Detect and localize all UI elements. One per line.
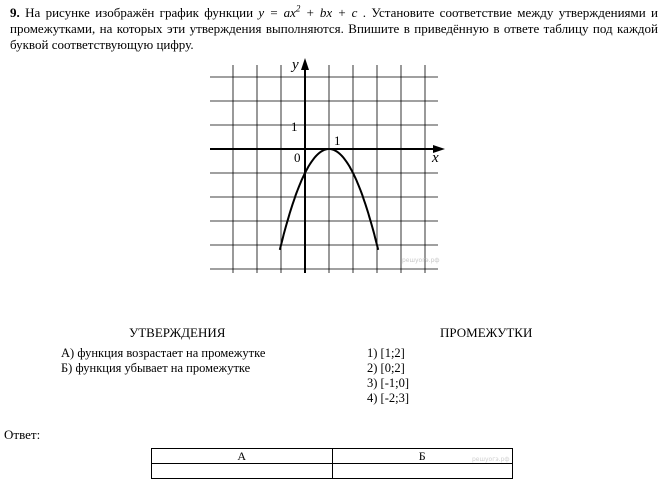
statements-header: УТВЕРЖДЕНИЯ xyxy=(129,325,226,340)
function-formula xyxy=(258,5,357,20)
interval-4: 4) [-2;3] xyxy=(367,391,409,405)
answer-input-row xyxy=(152,464,513,479)
x-unit-label: 1 xyxy=(334,133,341,148)
problem-number: 9. xyxy=(10,5,20,20)
interval-3: 3) [-1;0] xyxy=(367,376,409,390)
origin-label: 0 xyxy=(294,150,301,165)
statement-a: А) функция возрастает на промежутке xyxy=(61,346,266,360)
formula-exponent: 2 xyxy=(295,3,301,14)
problem-text-before: На рисунке изображён график функции xyxy=(19,5,259,20)
parabola-graph xyxy=(200,55,455,280)
answer-watermark: решуогэ.рф xyxy=(472,456,510,463)
formula-pre: y = ax xyxy=(258,5,296,20)
y-axis-label: y xyxy=(292,57,299,73)
y-unit-label: 1 xyxy=(291,119,298,134)
statement-b: Б) функция убывает на промежутке xyxy=(61,361,251,375)
answer-header-row xyxy=(152,449,513,464)
graph-watermark: решуогэ.рф xyxy=(402,257,440,264)
formula-post: + bx + c xyxy=(300,5,358,20)
graph-grid xyxy=(210,65,438,273)
problem-text-after: . Установите соответствие между утверждениями и промежутками, на которых эти утверждения выполняются. Впишите в приведённую в ответе таблицу под каждой буквой соответствующую цифру. xyxy=(10,5,658,52)
answer-col-a-header: А xyxy=(152,449,333,464)
y-axis-arrow-icon xyxy=(301,58,309,70)
answer-cell-b[interactable] xyxy=(332,464,513,479)
x-axis-label: x xyxy=(432,150,439,166)
interval-1: 1) [1;2] xyxy=(367,346,405,360)
answer-table xyxy=(151,448,513,479)
interval-2: 2) [0;2] xyxy=(367,361,405,375)
intervals-header: ПРОМЕЖУТКИ xyxy=(440,325,533,340)
answer-label: Ответ: xyxy=(4,427,41,442)
answer-cell-a[interactable] xyxy=(152,464,333,479)
answer-col-b-header: Б xyxy=(332,449,513,464)
problem-statement xyxy=(10,5,658,53)
